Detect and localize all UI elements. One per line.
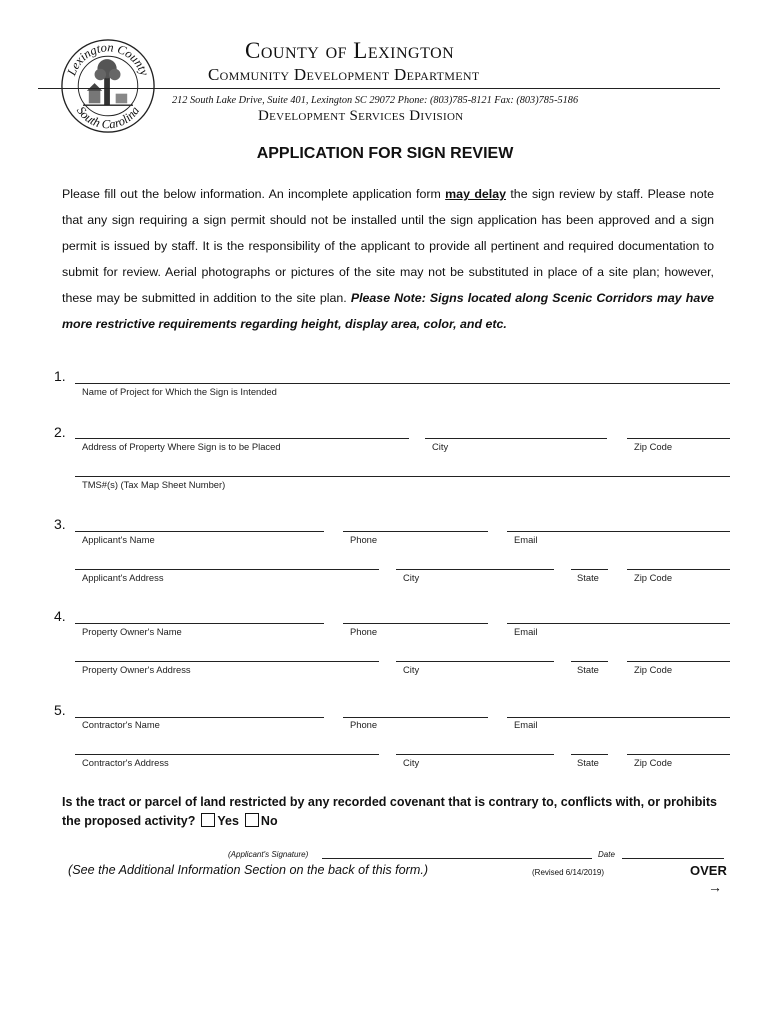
project-name-label: Name of Project for Which the Sign is Intended: [82, 386, 277, 397]
applicant-phone-field[interactable]: [343, 531, 488, 532]
contractor-zip-field[interactable]: [627, 754, 730, 755]
contractor-email-field[interactable]: [507, 717, 730, 718]
owner-address-label: Property Owner's Address: [82, 664, 191, 675]
owner-address-field[interactable]: [75, 661, 379, 662]
owner-name-label: Property Owner's Name: [82, 626, 182, 637]
tms-label: TMS#(s) (Tax Map Sheet Number): [82, 479, 226, 490]
applicant-state-field[interactable]: [571, 569, 608, 570]
section-2-number: 2.: [54, 424, 66, 440]
contractor-email-label: Email: [514, 719, 538, 730]
seal-top-text: Lexington County: [64, 40, 152, 78]
applicant-name-field[interactable]: [75, 531, 324, 532]
applicant-address-field[interactable]: [75, 569, 379, 570]
header-rule: [38, 88, 720, 89]
county-name: County of Lexington: [245, 38, 455, 63]
tms-field[interactable]: [75, 476, 730, 477]
owner-zip-field[interactable]: [627, 661, 730, 662]
applicant-zip-field[interactable]: [627, 569, 730, 570]
contractor-state-field[interactable]: [571, 754, 608, 755]
division-name: Development Services Division: [258, 108, 464, 124]
owner-state-field[interactable]: [571, 661, 608, 662]
owner-state-label: State: [577, 664, 599, 675]
county-seal-icon: [60, 38, 156, 134]
department-address: 212 South Lake Drive, Suite 401, Lexington SC 29072 Phone: (803)785-8121 Fax: (803)785-5186: [172, 95, 579, 106]
applicant-state-label: State: [577, 572, 599, 583]
over-label: OVER: [690, 863, 727, 878]
property-address-label: Address of Property Where Sign is to be Placed: [82, 441, 281, 452]
property-zip-label: Zip Code: [634, 441, 673, 452]
no-checkbox[interactable]: [245, 813, 259, 827]
owner-email-field[interactable]: [507, 623, 730, 624]
seal-bottom-text: South Carolina: [73, 103, 143, 132]
signature-field[interactable]: [322, 858, 592, 859]
contractor-phone-label: Phone: [350, 719, 378, 730]
owner-email-label: Email: [514, 626, 538, 637]
svg-text:South Carolina: [74, 104, 142, 132]
applicant-phone-label: Phone: [350, 534, 378, 545]
yes-label: Yes: [217, 814, 239, 828]
applicant-zip-label: Zip Code: [634, 572, 673, 583]
property-zip-field[interactable]: [627, 438, 730, 439]
intro-text-1: Please fill out the below information. An incomplete application form: [62, 187, 446, 201]
contractor-name-label: Contractor's Name: [82, 719, 160, 730]
contractor-phone-field[interactable]: [343, 717, 488, 718]
section-1-number: 1.: [54, 368, 66, 384]
covenant-question: [62, 793, 726, 831]
project-name-field[interactable]: [75, 383, 730, 384]
applicant-name-label: Applicant's Name: [82, 534, 155, 545]
contractor-city-field[interactable]: [396, 754, 554, 755]
arrow-right-icon: →: [708, 879, 722, 895]
intro-text-2: the sign review by staff. Please note that any sign requiring a sign permit should not be installed until the sign application has been approved and a sign permit is issued by staff. It is the responsibility of the applicant to provide all pertinent and required documentation to submit for review. Aerial photographs or pictures of the site may not be substituted in place of a site plan; however, these may be submitted in addition to the site plan.: [62, 187, 714, 305]
back-of-form-note: (See the Additional Information Section on the back of this form.): [68, 863, 429, 877]
owner-phone-field[interactable]: [343, 623, 488, 624]
property-city-field[interactable]: [425, 438, 607, 439]
date-field[interactable]: [622, 858, 724, 859]
owner-city-field[interactable]: [396, 661, 554, 662]
property-city-label: City: [432, 441, 449, 452]
no-label: No: [260, 814, 278, 828]
contractor-zip-label: Zip Code: [634, 757, 673, 768]
contractor-address-field[interactable]: [75, 754, 379, 755]
owner-city-label: City: [403, 664, 420, 675]
applicant-city-label: City: [403, 572, 420, 583]
contractor-address-label: Contractor's Address: [82, 757, 169, 768]
section-5-number: 5.: [54, 702, 66, 718]
scenic-corridor-note: Please Note: Signs located along Scenic Corridors may have more restrictive requirements regarding height, display area, color, and etc.: [62, 291, 715, 331]
applicant-address-label: Applicant's Address: [82, 572, 164, 583]
applicant-city-field[interactable]: [396, 569, 554, 570]
covenant-question-text: Is the tract or parcel of land restricted by any recorded covenant that is contrary to, conflicts with, or prohibits the proposed activity?: [62, 795, 717, 828]
contractor-name-field[interactable]: [75, 717, 324, 718]
owner-zip-label: Zip Code: [634, 664, 673, 675]
date-label: Date: [598, 850, 615, 859]
section-3-number: 3.: [54, 516, 66, 532]
form-title: APPLICATION FOR SIGN REVIEW: [256, 145, 514, 162]
yes-checkbox[interactable]: [201, 813, 215, 827]
intro-paragraph: [62, 181, 714, 337]
property-address-field[interactable]: [75, 438, 409, 439]
owner-name-field[interactable]: [75, 623, 324, 624]
contractor-state-label: State: [577, 757, 599, 768]
owner-phone-label: Phone: [350, 626, 378, 637]
may-delay-emphasis: may delay: [445, 187, 506, 201]
applicant-email-field[interactable]: [507, 531, 730, 532]
signature-label: (Applicant's Signature): [228, 850, 309, 859]
revision-date: (Revised 6/14/2019): [532, 868, 605, 877]
contractor-city-label: City: [403, 757, 420, 768]
section-4-number: 4.: [54, 608, 66, 624]
department-name: Community Development Department: [208, 65, 480, 84]
applicant-email-label: Email: [514, 534, 538, 545]
